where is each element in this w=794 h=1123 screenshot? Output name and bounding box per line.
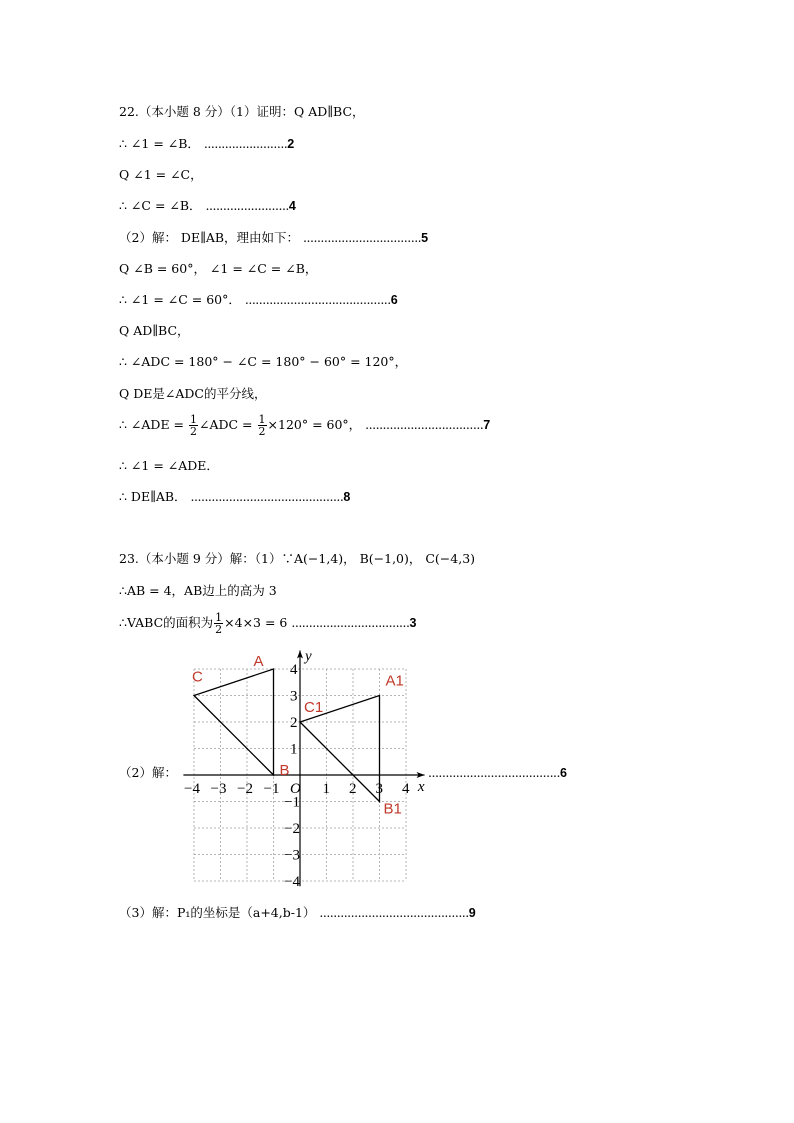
x-tick-label: 4 (402, 781, 410, 797)
x-tick-label: O (290, 781, 301, 797)
x-tick-label: 3 (375, 781, 383, 797)
x-tick-label: −4 (184, 781, 200, 797)
q22-line-8: ∴ ∠ADC = 180° − ∠C = 180° − 60° = 120°， (119, 354, 408, 369)
q22-line-1: ∴ ∠1 = ∠B． ........................2 (119, 136, 295, 151)
y-tick-label: 4 (290, 662, 298, 678)
x-tick-label: −2 (237, 781, 253, 797)
q22-line-10: ∴ ∠ADE = $\frac{1}{2}$ ∠ADC = $\frac{1}{2}$ ×120° = 60°， ..................................7 (119, 413, 491, 438)
q22-line-6: ∴ ∠1 = ∠C = 60°． ..........................................6 (119, 292, 398, 307)
point-label-a: A (253, 653, 264, 670)
y-axis-label: y (305, 648, 312, 665)
y-tick-label: −1 (284, 794, 300, 811)
y-tick-label: 1 (290, 741, 298, 758)
q22-line-7: Q AD∥BC， (119, 323, 190, 338)
point-label-a1: A1 (385, 672, 404, 690)
q22-line-9: Q DE是∠ADC的平分线， (119, 386, 267, 401)
y-tick-label: −3 (284, 847, 300, 864)
fraction: $\frac{1}{2}$ (190, 413, 197, 438)
q23-part2-label: （2）解： (119, 765, 177, 780)
point-label-c1: C1 (304, 699, 324, 716)
coordinate-graph (180, 645, 430, 895)
fraction: $\frac{1}{2}$ (258, 413, 266, 438)
q23-line-1: ∴AB = 4，AB边上的高为 3 (119, 583, 277, 598)
q22-line-5: Q ∠B = 60°， ∠1 = ∠C = ∠B， (119, 261, 318, 276)
q22-line-3: ∴ ∠C = ∠B． ........................4 (119, 198, 296, 213)
x-tick-label: −3 (210, 781, 227, 797)
x-axis-label: x (417, 779, 425, 795)
q22-header: 22.（本小题 8 分）（1）证明：Q AD∥BC， (119, 104, 365, 119)
fraction: $\frac{1}{2}$ (215, 611, 223, 636)
q22-line-12: ∴ DE∥AB． ............................................8 (119, 489, 351, 504)
point-label-b: B (279, 762, 290, 779)
q23-line-2: ∴VABC的面积为 $\frac{1}{2}$ ×4×3 = 6 ..................................3 (119, 611, 417, 636)
point-label-b1: B1 (383, 800, 402, 818)
x-tick-label: −1 (263, 781, 280, 797)
q23-part3: （3）解：P₁的坐标是（a+4,b-1） ...........................................9 (119, 905, 476, 920)
q23-part2-dots: ......................................6 (428, 765, 567, 780)
point-label-c: C (192, 668, 203, 686)
q22-line-4: （2）解： DE∥AB，理由如下： ..................................5 (119, 230, 429, 245)
q23-header: 23.（本小题 9 分）解：（1）∵A(−1,4)， B(−1,0)， C(−4,3) (119, 551, 476, 566)
y-tick-label: −4 (284, 874, 300, 890)
q22-line-2: Q ∠1 = ∠C， (119, 167, 203, 182)
y-tick-label: −2 (284, 821, 300, 837)
x-tick-label: 2 (349, 781, 357, 797)
y-tick-label: 2 (290, 715, 298, 731)
triangle-abc (194, 669, 274, 775)
y-tick-label: 3 (290, 688, 298, 705)
x-tick-label: 1 (322, 781, 330, 797)
q22-line-11: ∴ ∠1 = ∠ADE． (119, 458, 219, 473)
